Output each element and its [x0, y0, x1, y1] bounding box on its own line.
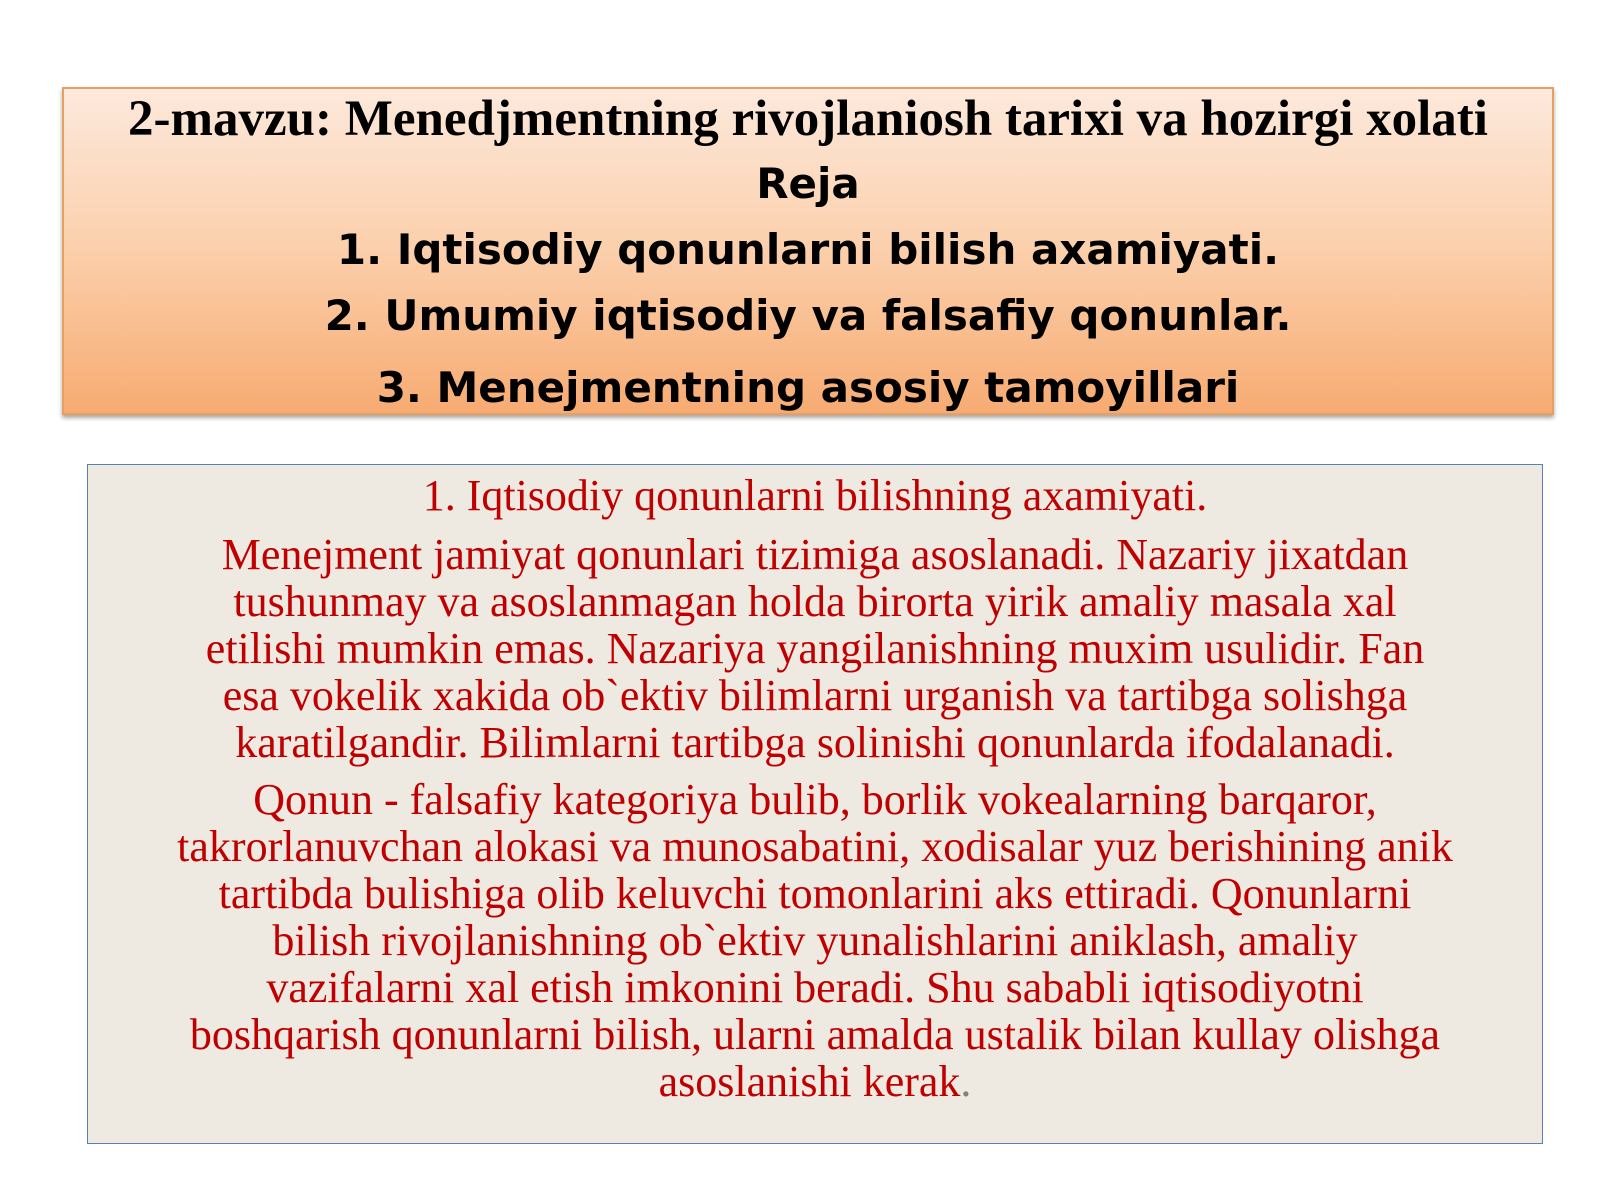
- paragraph-2-line: Qonun - falsafiy kategoriya bulib, borlik vokealarning barqaror,: [253, 775, 1377, 824]
- plan-item-2: 2. Umumiy iqtisodiy va falsafiy qonunlar.: [324, 291, 1292, 340]
- plan-item-3: 3. Menejmentning asosiy tamoyillari: [376, 363, 1240, 412]
- paragraph-1-line: etilishi mumkin emas. Nazariya yangilanishning muxim usulidir. Fan: [205, 624, 1425, 673]
- final-period: .: [960, 1057, 972, 1106]
- paragraph-2: [88, 776, 1542, 1105]
- paragraph-1-line: esa vokelik xakida ob`ektiv bilimlarni urganish va tartibga solishga: [222, 671, 1408, 720]
- topic-title: 2-mavzu: Menedjmentning rivojlaniosh tarixi va hozirgi xolati: [128, 91, 1488, 147]
- paragraph-1-line: tushunmay va asoslanmagan holda birorta yirik amaliy masala xal: [233, 577, 1397, 626]
- section-heading: 1. Iqtisodiy qonunlarni bilishning axamiyati.: [422, 471, 1208, 520]
- title-box: [62, 87, 1554, 415]
- paragraph-2-line: bilish rivojlanishning ob`ektiv yunalishlarini aniklash, amaliy: [272, 916, 1358, 965]
- paragraph-2-line: boshqarish qonunlarni bilish, ularni amalda ustalik bilan kullay olishga: [189, 1010, 1441, 1059]
- paragraph-1-line: Menejment jamiyat qonunlari tizimiga asoslanadi. Nazariy jixatdan: [221, 530, 1409, 579]
- paragraph-2-line: vazifalarni xal etish imkonini beradi. Shu sababli iqtisodiyotni: [266, 963, 1364, 1012]
- paragraph-2-last-line: [88, 1058, 1542, 1105]
- paragraph-2-last-text: asoslanishi kerak: [658, 1057, 961, 1106]
- paragraph-2-line: tartibda bulishiga olib keluvchi tomonlarini aks ettiradi. Qonunlarni: [218, 869, 1412, 918]
- paragraph-1-line: karatilgandir. Bilimlarni tartibga solinishi qonunlarda ifodalanadi.: [235, 718, 1395, 767]
- plan-label: Reja: [756, 159, 860, 208]
- content-box: [87, 464, 1543, 1144]
- paragraph-2-line: takrorlanuvchan alokasi va munosabatini, xodisalar yuz berishining anik: [177, 822, 1453, 871]
- plan-item-1: 1. Iqtisodiy qonunlarni bilish axamiyati.: [336, 225, 1280, 274]
- paragraph-1: [88, 531, 1542, 766]
